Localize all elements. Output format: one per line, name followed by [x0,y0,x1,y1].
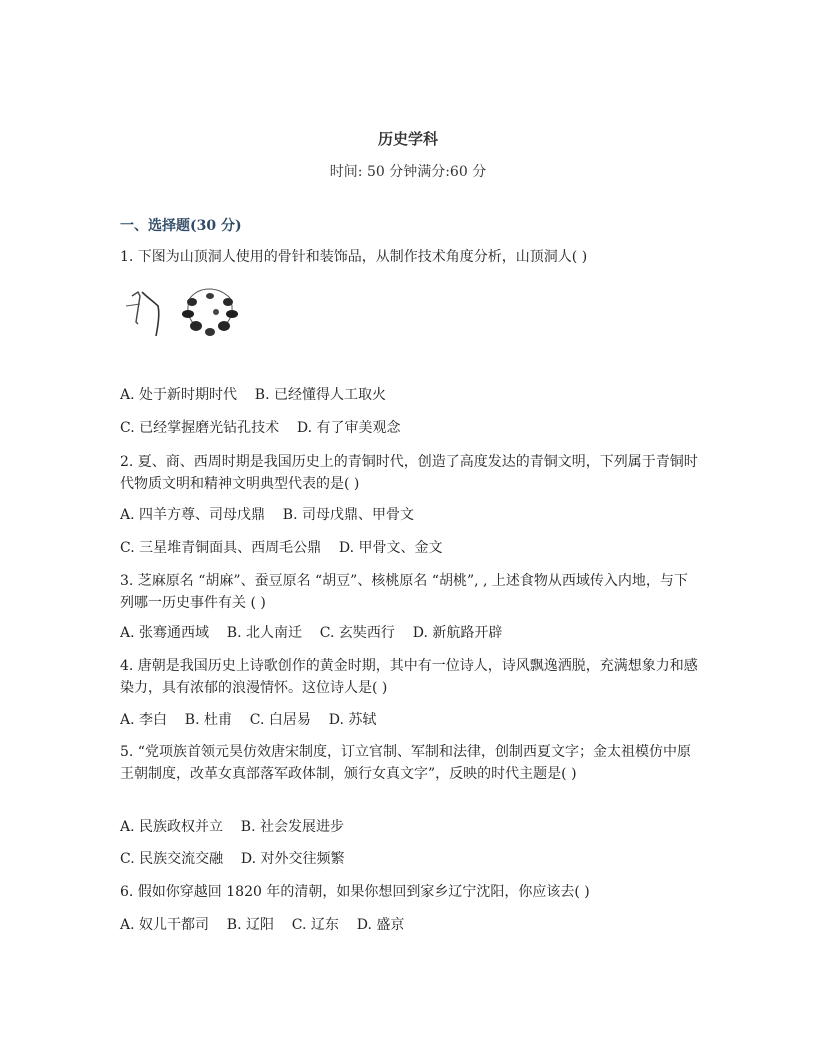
question-4-stem: 4. 唐朝是我国历史上诗歌创作的黄金时期，其中有一位诗人，诗风飘逸洒脱，充满想象力和感染力，具有浓郁的浪漫情怀。这位诗人是( ) [120,658,698,696]
question-1-option-line-2: C. 已经掌握磨光钻孔技术 D. 有了审美观念 [120,420,401,436]
question-2-option-line-1: A. 四羊方尊、司母戊鼎 B. 司母戊鼎、甲骨文 [120,507,414,523]
question-1-option-line-1: A. 处于新时期时代 B. 已经懂得人工取火 [120,387,386,403]
question-5-stem: 5. “党项族首领元昊仿效唐宋制度，订立官制、军制和法律，创制西夏文字；金太祖模仿中原王朝制度，改革女真部落军政体制，颁行女真文字”，反映的时代主题是( ) [120,744,691,782]
question-5-option-line-1: A. 民族政权并立 B. 社会发展进步 [120,819,344,835]
page-title: 历史学科 [377,130,438,148]
bone-needle-and-ornaments-figure [118,284,248,344]
question-3-stem: 3. 芝麻原名 “胡麻”、蚕豆原名 “胡豆”、核桃原名 “胡桃”, , 上述食物从西域传入内地，与下列哪一历史事件有关 ( ) [120,573,688,611]
question-1-stem: 1. 下图为山顶洞人使用的骨针和装饰品，从制作技术角度分析，山顶洞人( ) [120,249,588,265]
question-2-stem: 2. 夏、商、西周时期是我国历史上的青铜时代，创造了高度发达的青铜文明，下列属于青铜时代物质文明和精神文明典型代表的是( ) [120,454,698,492]
section-heading: 一、选择题(30 分) [120,218,242,234]
question-4-options: A. 李白 B. 杜甫 C. 白居易 D. 苏轼 [120,712,377,728]
exam-time-info: 时间: 50 分钟满分:60 分 [329,164,487,180]
question-6-options: A. 奴儿干都司 B. 辽阳 C. 辽东 D. 盛京 [120,917,405,933]
bone-needle-image [126,292,159,336]
question-6-stem: 6. 假如你穿越回 1820 年的清朝，如果你想回到家乡辽宁沈阳，你应该去( ) [120,884,590,900]
ornament-necklace-image [182,289,238,336]
question-3-options: A. 张骞通西域 B. 北人南迁 C. 玄奘西行 D. 新航路开辟 [120,625,503,641]
question-5-option-line-2: C. 民族交流交融 D. 对外交往频繁 [120,851,345,867]
question-2-option-line-2: C. 三星堆青铜面具、西周毛公鼎 D. 甲骨文、金文 [120,540,443,556]
